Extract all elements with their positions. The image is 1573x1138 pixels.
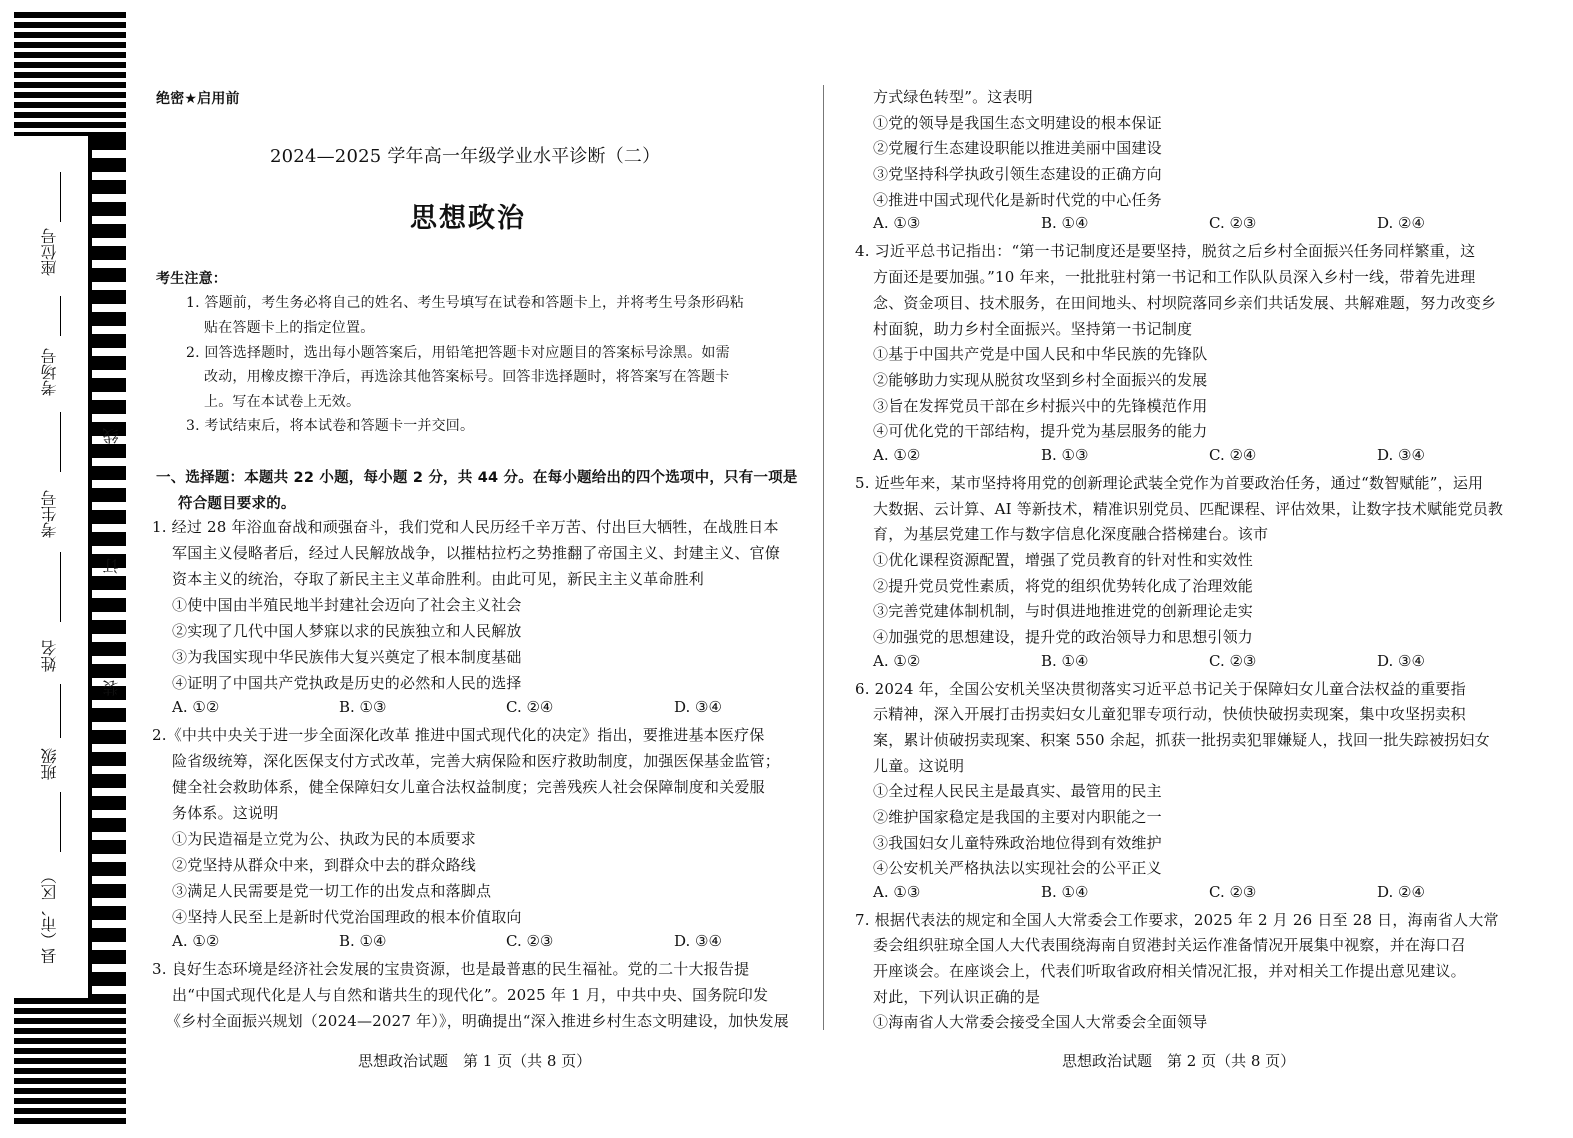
field-line <box>60 412 61 472</box>
q3-stem: 出“中国式现代化是人与自然和谐共生的现代化”。2025 年 1 月，中共中央、国务院印发 <box>172 986 769 1004</box>
q4-stem: 4. 习近平总书记指出：“第一书记制度还是要坚持，脱贫之后乡村全面振兴任务同样繁重，这 <box>855 242 1476 260</box>
notice-line: 上。写在本试卷上无效。 <box>204 394 361 410</box>
q5-option-d[interactable]: D. ③④ <box>1377 652 1425 670</box>
q1-stem: 1. 经过 28 年浴血奋战和顽强奋斗，我们党和人民历经千辛万苦、付出巨大牺牲，在战胜日本 <box>152 518 779 536</box>
q1-stem: 军国主义侵略者后，经过人民解放战争，以摧枯拉朽之势推翻了帝国主义、封建主义、官僚 <box>172 544 781 562</box>
q5-option-a[interactable]: A. ①② <box>873 652 921 670</box>
q1-option-c[interactable]: C. ②④ <box>506 698 554 716</box>
q2-item: ③满足人民需要是党一切工作的出发点和落脚点 <box>172 882 492 900</box>
q5-option-b[interactable]: B. ①④ <box>1041 652 1089 670</box>
q3-item: ④推进中国式现代化是新时代党的中心任务 <box>873 191 1162 209</box>
q4-item: ③旨在发挥党员干部在乡村振兴中的先锋模范作用 <box>873 397 1208 415</box>
q1-stem: 资本主义的统治，夺取了新民主主义革命胜利。由此可见，新民主主义革命胜利 <box>172 570 705 588</box>
q1-item: ③为我国实现中华民族伟大复兴奠定了根本制度基础 <box>172 648 522 666</box>
bind-char-ding: 订 <box>102 558 121 574</box>
q3-option-d[interactable]: D. ②④ <box>1377 214 1425 232</box>
q2-option-d[interactable]: D. ③④ <box>674 932 722 950</box>
q6-item: ②维护国家稳定是我国的主要对内职能之一 <box>873 808 1162 826</box>
page-footer: 思想政治试题 第 1 页（共 8 页） <box>358 1052 592 1070</box>
q3-option-b[interactable]: B. ①④ <box>1041 214 1089 232</box>
q4-option-a[interactable]: A. ①② <box>873 446 921 464</box>
q5-option-c[interactable]: C. ②③ <box>1209 652 1257 670</box>
page-footer: 思想政治试题 第 2 页（共 8 页） <box>1062 1052 1296 1070</box>
q1-item: ②实现了几代中国人梦寐以求的民族独立和人民解放 <box>172 622 522 640</box>
q2-option-a[interactable]: A. ①② <box>172 932 220 950</box>
q4-item: ②能够助力实现从脱贫攻坚到乡村全面振兴的发展 <box>873 371 1208 389</box>
q2-item: ④坚持人民至上是新时代党治国理政的根本价值取向 <box>172 908 522 926</box>
q7-stem: 委会组织驻琼全国人大代表围绕海南自贸港封关运作准备情况开展集中视察，并在海口召 <box>873 936 1466 954</box>
q5-stem: 大数据、云计算、AI 等新技术，精准识别党员、匹配课程、评估效果，让数字技术赋能党员教 <box>873 500 1504 518</box>
field-name[interactable]: 姓名 <box>40 640 59 672</box>
q6-stem: 示精神，深入开展打击拐卖妇女儿童犯罪专项行动，快侦快破拐卖现案，集中攻坚拐卖积 <box>873 705 1466 723</box>
field-seat-number[interactable]: 座位号 <box>40 228 59 276</box>
notice-line: 贴在答题卡上的指定位置。 <box>204 320 375 336</box>
bind-char-zhuang: 装 <box>102 680 121 696</box>
q7-stem: 7. 根据代表法的规定和全国人大常委会工作要求，2025 年 2 月 26 日至 28 日，海南省人大常 <box>855 911 1499 929</box>
q3-item: ③党坚持科学执政引领生态建设的正确方向 <box>873 165 1162 183</box>
page-divider <box>823 85 824 1030</box>
field-line <box>60 172 61 222</box>
notice-line: 1. 答题前，考生务必将自己的姓名、考生号填写在试卷和答题卡上，并将考生号条形码粘 <box>186 295 745 311</box>
q6-option-a[interactable]: A. ①③ <box>873 883 921 901</box>
q6-option-d[interactable]: D. ②④ <box>1377 883 1425 901</box>
q4-option-c[interactable]: C. ②④ <box>1209 446 1257 464</box>
q4-option-b[interactable]: B. ①③ <box>1041 446 1089 464</box>
q2-option-c[interactable]: C. ②③ <box>506 932 554 950</box>
q2-option-b[interactable]: B. ①④ <box>339 932 387 950</box>
bind-char-xian: 线 <box>102 428 121 444</box>
q3-item: ①党的领导是我国生态文明建设的根本保证 <box>873 114 1162 132</box>
q4-option-d[interactable]: D. ③④ <box>1377 446 1425 464</box>
q1-option-b[interactable]: B. ①③ <box>339 698 387 716</box>
q7-stem: 对此，下列认识正确的是 <box>873 988 1041 1006</box>
q6-item: ④公安机关严格执法以实现社会的公平正义 <box>873 859 1162 877</box>
field-room-number[interactable]: 考场号 <box>40 348 59 396</box>
q2-stem: 务体系。这说明 <box>172 804 279 822</box>
q6-option-b[interactable]: B. ①④ <box>1041 883 1089 901</box>
q5-item: ③完善党建体制机制，与时俱进地推进党的创新理论走实 <box>873 602 1254 620</box>
q7-stem: 开座谈会。在座谈会上，代表们听取省政府相关情况汇报，并对相关工作提出意见建议。 <box>873 962 1466 980</box>
q6-stem: 案，累计侦破拐卖现案、积案 550 余起，抓获一批拐卖犯罪嫌疑人，找回一批失踪被拐妇女 <box>873 731 1490 749</box>
q1-option-a[interactable]: A. ①② <box>172 698 220 716</box>
q1-item: ①使中国由半殖民地半封建社会迈向了社会主义社会 <box>172 596 522 614</box>
field-line <box>60 296 61 336</box>
section-heading: 符合题目要求的。 <box>178 496 296 512</box>
q7-item: ①海南省人大常委会接受全国人大常委会全面领导 <box>873 1013 1208 1031</box>
field-county[interactable]: 县（市、区） <box>40 868 59 964</box>
q2-stem: 险省级统筹，深化医保支付方式改革，完善大病保险和医疗救助制度，加强医保基金监管； <box>172 752 781 770</box>
q4-stem: 村面貌，助力乡村全面振兴。坚持第一书记制度 <box>873 320 1193 338</box>
subject-title: 思想政治 <box>410 203 526 234</box>
q4-stem: 念、资金项目、技术服务，在田间地头、村坝院落同乡亲们共话发展、共解难题，努力改变乡 <box>873 294 1497 312</box>
q6-item: ①全过程人民民主是最真实、最管用的民主 <box>873 782 1162 800</box>
q5-stem: 5. 近些年来，某市坚持将用党的创新理论武装全党作为首要政治任务，通过“数智赋能”，运用 <box>855 474 1484 492</box>
q6-option-c[interactable]: C. ②③ <box>1209 883 1257 901</box>
q3-option-a[interactable]: A. ①③ <box>873 214 921 232</box>
exam-title: 2024—2025 学年高一年级学业水平诊断（二） <box>270 146 661 167</box>
field-student-number[interactable]: 考生号 <box>40 490 59 538</box>
q3-stem: 方式绿色转型”。这表明 <box>873 88 1033 106</box>
q1-option-d[interactable]: D. ③④ <box>674 698 722 716</box>
q4-item: ①基于中国共产党是中国人民和中华民族的先锋队 <box>873 345 1208 363</box>
notice-line: 2. 回答选择题时，选出每小题答案后，用铅笔把答题卡对应题目的答案标号涂黑。如需 <box>186 345 730 361</box>
q2-stem: 健全社会救助体系，健全保障妇女儿童合法权益制度；完善残疾人社会保障制度和关爱服 <box>172 778 765 796</box>
q3-stem: 3. 良好生态环境是经济社会发展的宝贵资源，也是最普惠的民生福祉。党的二十大报告提 <box>152 960 750 978</box>
q5-item: ①优化课程资源配置，增强了党员教育的针对性和实效性 <box>873 551 1254 569</box>
q4-item: ④可优化党的干部结构，提升党为基层服务的能力 <box>873 422 1208 440</box>
q2-item: ②党坚持从群众中来，到群众中去的群众路线 <box>172 856 477 874</box>
q4-stem: 方面还是要加强。”10 年来，一批批驻村第一书记和工作队队员深入乡村一线，带着先进理 <box>873 268 1476 286</box>
notice-title: 考生注意： <box>156 271 227 287</box>
field-line <box>60 552 61 622</box>
q3-item: ②党履行生态建设职能以推进美丽中国建设 <box>873 139 1162 157</box>
notice-line: 改动，用橡皮擦干净后，再选涂其他答案标号。回答非选择题时，将答案写在答题卡 <box>204 369 730 385</box>
q1-item: ④证明了中国共产党执政是历史的必然和人民的选择 <box>172 674 522 692</box>
q5-item: ②提升党员党性素质，将党的组织优势转化成了治理效能 <box>873 577 1254 595</box>
secret-label: 绝密★启用前 <box>156 91 240 107</box>
q3-stem: 《乡村全面振兴规划（2024—2027 年）》，明确提出“深入推进乡村生态文明建设，加快发展 <box>166 1012 789 1030</box>
q6-item: ③我国妇女儿童特殊政治地位得到有效维护 <box>873 834 1162 852</box>
q6-stem: 儿童。这说明 <box>873 757 965 775</box>
section-heading: 一、选择题：本题共 22 小题，每小题 2 分，共 44 分。在每小题给出的四个选项中，只有一项是 <box>156 470 798 486</box>
q2-stem: 2.《中共中央关于进一步全面深化改革 推进中国式现代化的决定》指出，要推进基本医疗保 <box>152 726 765 744</box>
field-class[interactable]: 班级 <box>40 748 59 780</box>
q5-stem: 育，为基层党建工作与数字信息化深度融合搭梯建台。该市 <box>873 525 1269 543</box>
field-line <box>60 792 61 852</box>
q3-option-c[interactable]: C. ②③ <box>1209 214 1257 232</box>
q2-item: ①为民造福是立党为公、执政为民的本质要求 <box>172 830 477 848</box>
q6-stem: 6. 2024 年，全国公安机关坚决贯彻落实习近平总书记关于保障妇女儿童合法权益的重要指 <box>855 680 1466 698</box>
notice-line: 3. 考试结束后，将本试卷和答题卡一并交回。 <box>186 418 475 434</box>
field-line <box>60 684 61 738</box>
q5-item: ④加强党的思想建设，提升党的政治领导力和思想引领力 <box>873 628 1254 646</box>
